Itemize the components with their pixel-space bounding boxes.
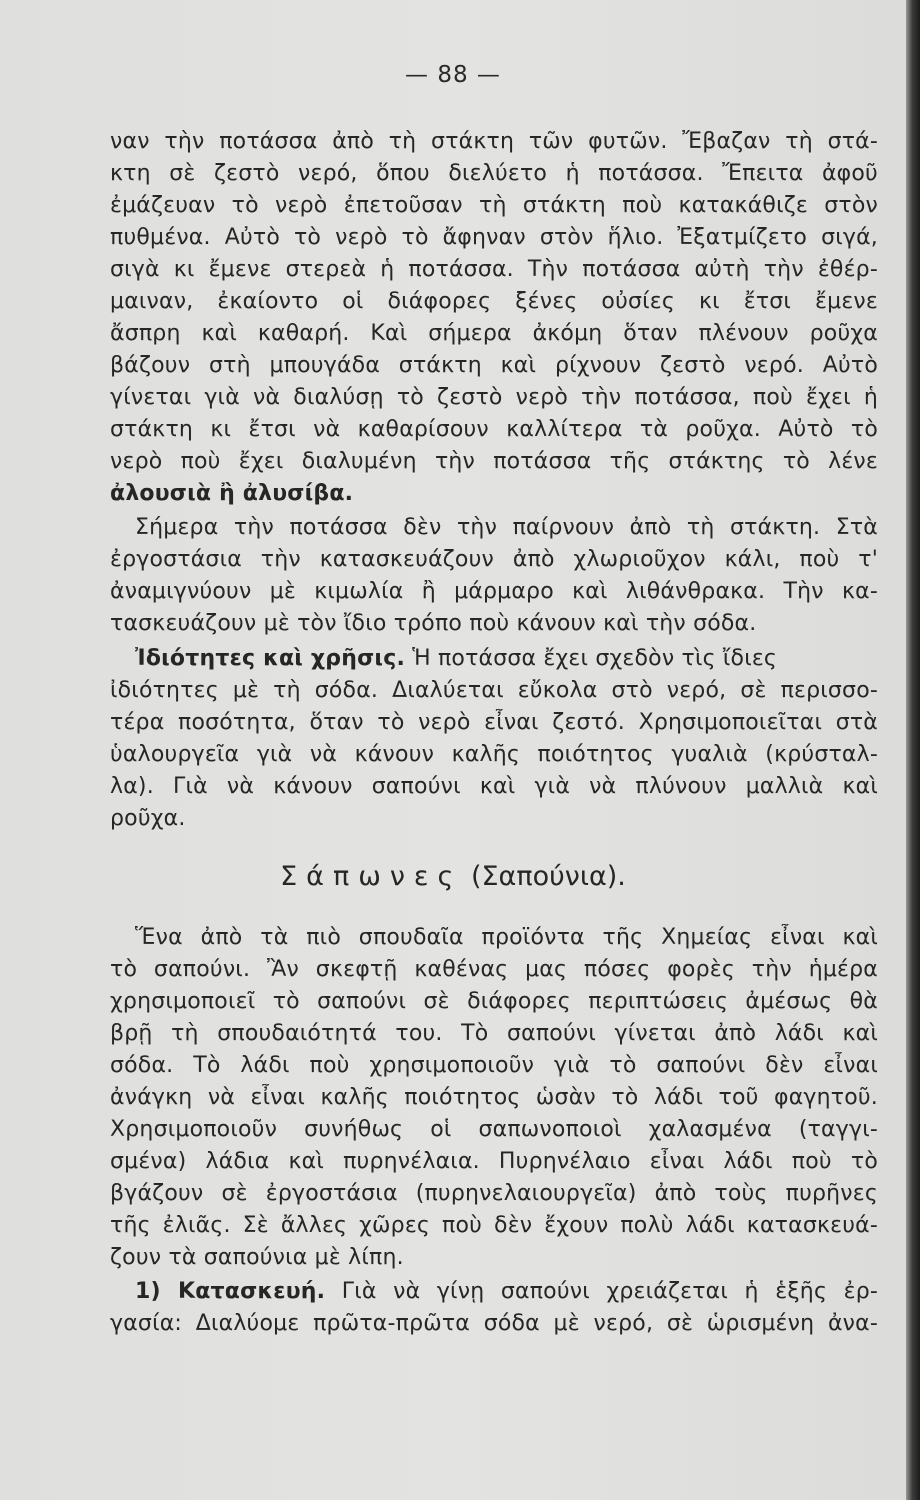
properties-line1-rest: Ἡ ποτάσσα ἔχει σχεδὸν τὶς ἴδιες	[412, 646, 778, 671]
text-line: τασκευάζουν μὲ τὸν ἴδιο τρόπο ποὺ κάνουν καὶ τὴν σόδα.	[110, 611, 757, 636]
text-line: ἐργοστάσια τὴν κατασκευάζουν ἀπὸ χλωριοῦχον κάλι, ποὺ τ'	[110, 547, 878, 572]
text-line: βγάζουν σὲ ἐργοστάσια (πυρηνελαιουργεῖα) ἀπὸ τοὺς πυρῆνες	[110, 1181, 878, 1206]
text-line: κτη σὲ ζεστὸ νερό, ὅπου διελύετο ἡ ποτάσσα. Ἔπειτα ἀφοῦ	[110, 161, 878, 186]
text-line: ἐμάζευαν τὸ νερὸ ἐπετοῦσαν τὴ στάκτη ποὺ κατακάθιζε στὸν	[110, 193, 878, 218]
section-heading-main: Σάπωνες	[280, 861, 463, 892]
page-number: — 88 —	[405, 62, 501, 88]
properties-first-line	[135, 645, 878, 673]
text-line: τέρα ποσότητα, ὅταν τὸ νερὸ εἶναι ζεστό. Χρησιμοποιεῖται στὰ	[110, 710, 878, 735]
text-line: στάκτη κι ἔτσι νὰ καθαρίσουν καλλίτερα τὰ ροῦχα. Αὐτὸ τὸ	[110, 417, 878, 442]
book-binding-edge	[906, 0, 920, 1500]
text-line: μαιναν, ἐκαίοντο οἱ διάφορες ξένες οὐσίες κι ἔτσι ἔμενε	[110, 289, 878, 314]
section-heading-sub: (Σαπούνια).	[470, 861, 626, 892]
text-line: Σήμερα τὴν ποτάσσα δὲν τὴν παίρνουν ἀπὸ τὴ στάκτη. Στὰ	[135, 515, 878, 540]
text-line: Χρησιμοποιοῦν συνήθως οἱ σαπωνοποιοὶ χαλασμένα (ταγγι-	[110, 1117, 878, 1142]
text-line: Ἕνα ἀπὸ τὰ πιὸ σπουδαῖα προϊόντα τῆς Χημείας εἶναι καὶ	[135, 925, 878, 950]
text-line: ὑαλουργεῖα γιὰ νὰ κάνουν καλῆς ποιότητος γυαλιὰ (κρύσταλ-	[110, 742, 878, 767]
text-line: σμένα) λάδια καὶ πυρηνέλαια. Πυρηνέλαιο εἶναι λάδι ποὺ τὸ	[110, 1149, 878, 1174]
text-line: γασία: Διαλύομε πρῶτα-πρῶτα σόδα μὲ νερό, σὲ ὡρισμένη ἀνα-	[110, 1311, 878, 1336]
text-line: βάζουν στὴ μπουγάδα στάκτη καὶ ρίχνουν ζεστὸ νερό. Αὐτὸ	[110, 353, 878, 378]
text-line: ἄσπρη καὶ καθαρή. Καὶ σήμερα ἀκόμη ὅταν πλένουν ροῦχα	[110, 321, 878, 346]
construction-first-line	[135, 1278, 878, 1306]
text-line: πυθμένα. Αὐτὸ τὸ νερὸ τὸ ἄφηναν στὸν ἥλιο. Ἐξατμίζετο σιγά,	[110, 225, 878, 250]
text-line: τῆς ἐλιᾶς. Σὲ ἄλλες χῶρες ποὺ δὲν ἔχουν πολὺ λάδι κατασκευά-	[110, 1213, 878, 1238]
text-line: ἀναμιγνύουν μὲ κιμωλία ἢ μάρμαρο καὶ λιθάνθρακα. Τὴν κα-	[110, 579, 878, 604]
section-heading	[0, 860, 906, 894]
text-line: λα). Γιὰ νὰ κάνουν σαπούνι καὶ γιὰ νὰ πλύνουν μαλλιὰ καὶ	[110, 774, 878, 799]
text-line: ἰδιότητες μὲ τὴ σόδα. Διαλύεται εὔκολα στὸ νερό, σὲ περισσο-	[110, 678, 878, 703]
properties-label: Ἰδιότητες καὶ χρῆσις.	[135, 646, 406, 671]
construction-label: 1) Κατασκευή.	[135, 1279, 326, 1304]
text-line: νερὸ ποὺ ἔχει διαλυμένη τὴν ποτάσσα τῆς στάκτης τὸ λένε	[110, 449, 878, 474]
text-line: ἀνάγκη νὰ εἶναι καλῆς ποιότητος ὡσὰν τὸ λάδι τοῦ φαγητοῦ.	[110, 1085, 878, 1110]
text-line-term: ἀλουσιὰ ἢ ἀλυσίβα.	[110, 481, 354, 506]
text-line: σόδα. Τὸ λάδι ποὺ χρησιμοποιοῦν γιὰ τὸ σαπούνι δὲν εἶναι	[110, 1053, 878, 1078]
text-line: ναν τὴν ποτάσσα ἀπὸ τὴ στάκτη τῶν φυτῶν. Ἔβαζαν τὴ στά-	[110, 129, 878, 154]
text-line: ροῦχα.	[110, 806, 186, 831]
construction-line1-rest: Γιὰ νὰ γίνῃ σαπούνι χρειάζεται ἡ ἑξῆς ἐρ-	[341, 1279, 878, 1304]
text-line: τὸ σαπούνι. Ἂν σκεφτῇ καθένας μας πόσες φορὲς τὴν ἡμέρα	[110, 957, 878, 982]
text-line: ζουν τὰ σαπούνια μὲ λίπη.	[110, 1245, 404, 1270]
text-line: σιγὰ κι ἔμενε στερεὰ ἡ ποτάσσα. Τὴν ποτάσσα αὐτὴ τὴν ἐθέρ-	[110, 257, 878, 282]
text-line: χρησιμοποιεῖ τὸ σαπούνι σὲ διάφορες περιπτώσεις ἀμέσως θὰ	[110, 989, 878, 1014]
text-line: γίνεται γιὰ νὰ διαλύσῃ τὸ ζεστὸ νερὸ τὴν ποτάσσα, ποὺ ἔχει ἡ	[110, 385, 878, 410]
text-line: βρῇ τὴ σπουδαιότητά του. Τὸ σαπούνι γίνεται ἀπὸ λάδι καὶ	[110, 1021, 878, 1046]
